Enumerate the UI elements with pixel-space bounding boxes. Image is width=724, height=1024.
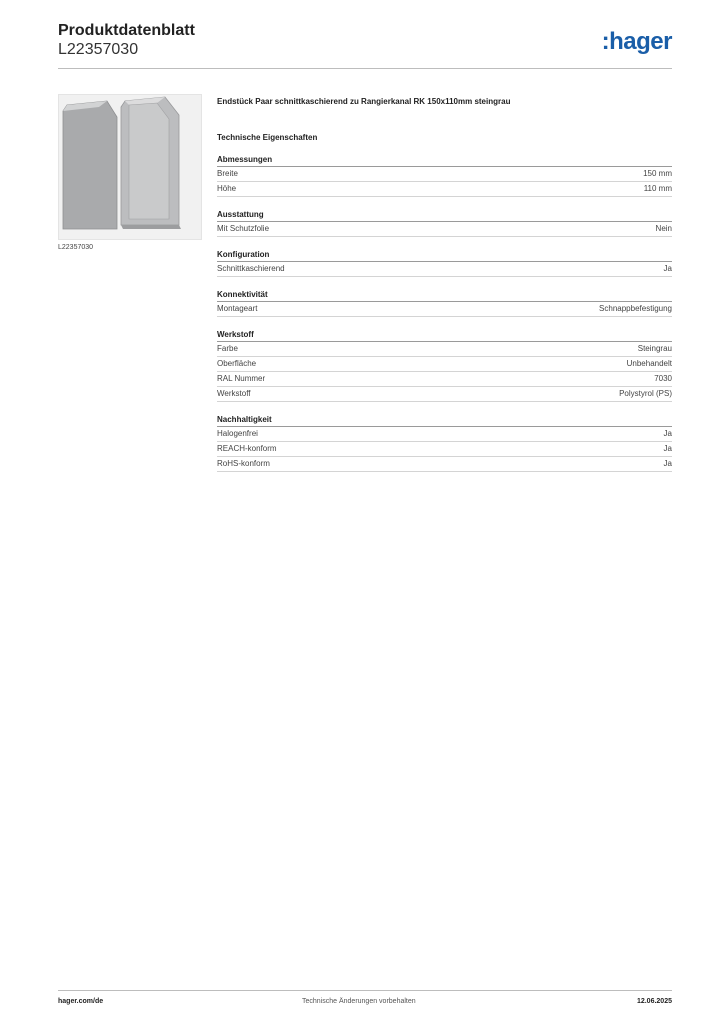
property-value: 7030 (654, 374, 672, 383)
property-value: 150 mm (643, 169, 672, 178)
document-header (58, 22, 195, 59)
property-value: Unbehandelt (626, 359, 672, 368)
property-value: Schnappbefestigung (599, 304, 672, 313)
property-label: Breite (217, 169, 238, 178)
property-row (217, 182, 672, 197)
group-nachhaltigkeit (217, 415, 672, 472)
property-label: Montageart (217, 304, 258, 313)
property-row (217, 302, 672, 317)
footer-note: Technische Änderungen vorbehalten (302, 998, 416, 1005)
hager-logo (602, 28, 672, 56)
product-details (217, 97, 672, 472)
property-row (217, 387, 672, 402)
property-row (217, 372, 672, 387)
property-value: Ja (663, 459, 672, 468)
product-description: Endstück Paar schnittkaschierend zu Rangierkanal RK 150x110mm steingrau (217, 97, 511, 106)
property-label: REACH-konform (217, 444, 277, 453)
group-ausstattung (217, 210, 672, 237)
property-value: Nein (655, 224, 672, 233)
footer-date: 12.06.2025 (636, 998, 672, 1005)
property-label: Halogenfrei (217, 429, 258, 438)
property-label: RoHS-konform (217, 459, 270, 468)
property-label: Mit Schutzfolie (217, 224, 270, 233)
property-value: Ja (663, 264, 672, 273)
group-title: Werkstoff (217, 330, 672, 342)
property-label: Oberfläche (217, 359, 257, 368)
group-title: Konnektivität (217, 290, 672, 302)
group-title: Nachhaltigkeit (217, 415, 672, 427)
property-label: RAL Nummer (217, 374, 266, 383)
property-row (217, 442, 672, 457)
product-image (58, 94, 202, 240)
property-row (217, 222, 672, 237)
property-row (217, 457, 672, 472)
group-konnektivitaet (217, 290, 672, 317)
group-title: Ausstattung (217, 210, 672, 222)
footer-divider (58, 990, 672, 991)
group-title: Konfiguration (217, 250, 672, 262)
property-label: Werkstoff (217, 389, 251, 398)
group-abmessungen (217, 155, 672, 197)
property-row (217, 342, 672, 357)
header-divider (58, 68, 672, 69)
section-heading: Technische Eigenschaften (217, 133, 318, 142)
group-konfiguration (217, 250, 672, 277)
property-row (217, 167, 672, 182)
property-value: Polystyrol (PS) (619, 389, 672, 398)
property-value: Ja (663, 429, 672, 438)
image-caption: L22357030 (58, 244, 94, 251)
property-label: Höhe (217, 184, 237, 193)
product-number: L22357030 (58, 41, 139, 58)
group-title: Abmessungen (217, 155, 672, 167)
property-value: 110 mm (643, 184, 672, 193)
page-title: Produktdatenblatt (58, 22, 195, 39)
property-row (217, 262, 672, 277)
property-label: Farbe (217, 344, 238, 353)
group-werkstoff (217, 330, 672, 402)
property-row (217, 357, 672, 372)
property-value: Ja (663, 444, 672, 453)
footer-website-link[interactable]: hager.com/de (58, 998, 104, 1005)
property-value: Steingrau (637, 344, 672, 353)
property-row (217, 427, 672, 442)
end-piece-illustration (59, 95, 201, 239)
logo-text: :hager (601, 28, 672, 55)
property-label: Schnittkaschierend (217, 264, 285, 273)
